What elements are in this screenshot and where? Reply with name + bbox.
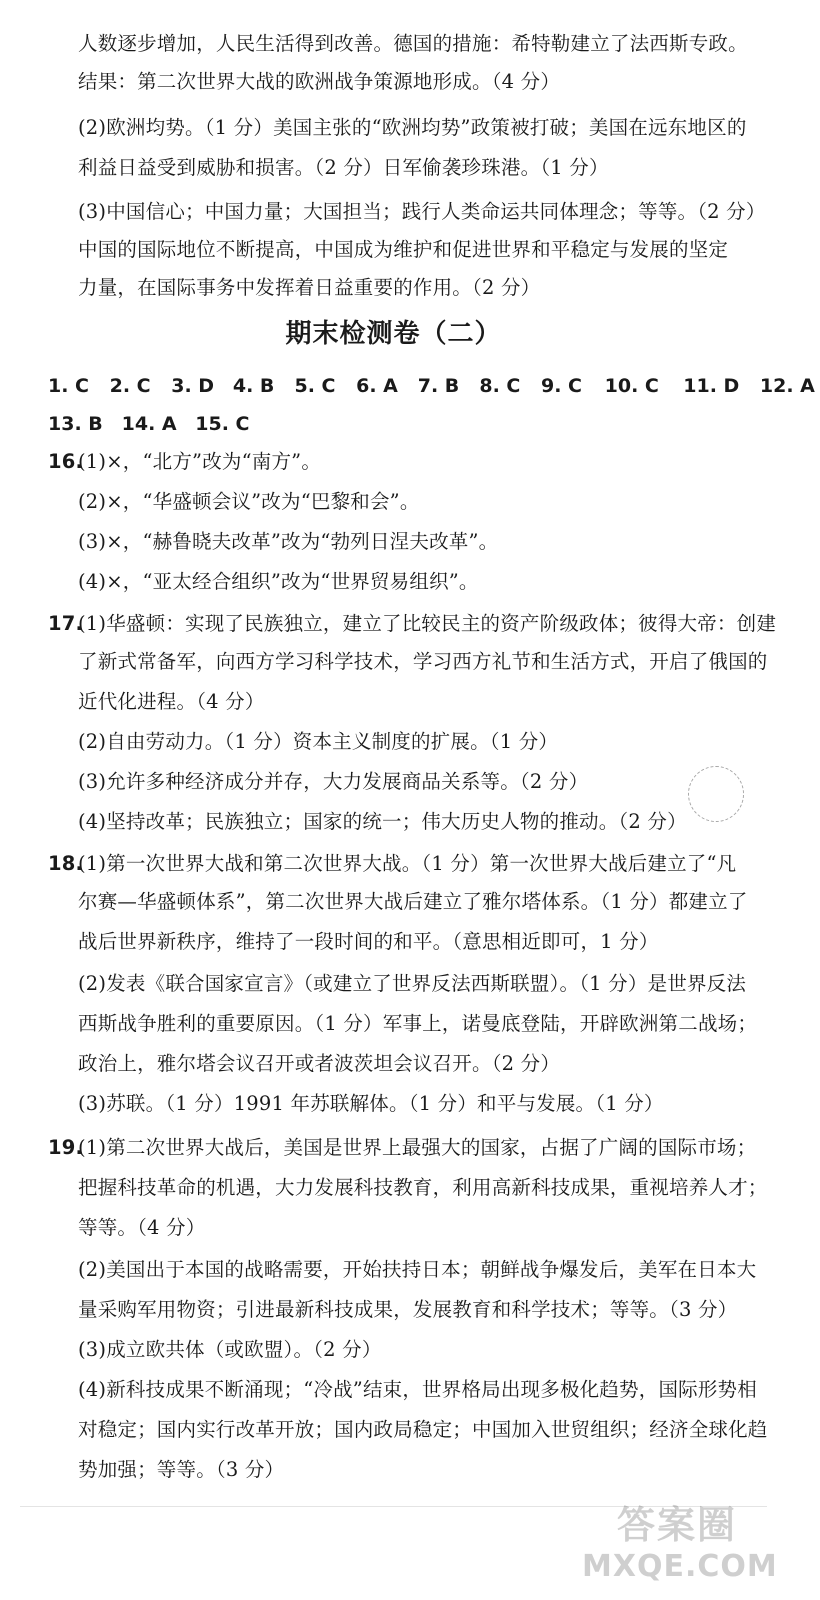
answer-item: 12. A: [759, 375, 815, 397]
question-19-number: 19.: [48, 1136, 84, 1159]
q16-line-3: (3)×，“赫鲁晓夫改革”改为“勃列日涅夫改革”。: [78, 530, 499, 553]
q18-line-2: 尔赛—华盛顿体系”，第二次世界大战后建立了雅尔塔体系。（1 分）都建立了: [78, 890, 748, 913]
q16-line-1: (1)×，“北方”改为“南方”。: [78, 450, 322, 473]
q19-line-9: 势加强；等等。（3 分）: [78, 1458, 285, 1481]
question-17-number: 17.: [48, 612, 84, 635]
answer-item: 3. D: [171, 375, 215, 397]
question-16-number: 16.: [48, 450, 84, 473]
answer-item: 8. C: [479, 375, 521, 397]
intro-line-4: 利益日益受到威胁和损害。（2 分）日军偷袭珍珠港。（1 分）: [78, 156, 609, 179]
q19-line-1: (1)第二次世界大战后，美国是世界上最强大的国家，占据了广阔的国际市场；: [78, 1136, 757, 1159]
answer-item: 15. C: [195, 413, 250, 435]
q19-line-6: (3)成立欧共体（或欧盟）。（2 分）: [78, 1338, 382, 1361]
answer-item: 10. C: [604, 375, 659, 397]
q18-line-4: (2)发表《联合国家宣言》（或建立了世界反法西斯联盟）。（1 分）是世界反法: [78, 972, 747, 995]
answer-item: 6. A: [356, 375, 398, 397]
answer-item: 1. C: [48, 375, 89, 397]
q18-line-3: 战后世界新秩序，维持了一段时间的和平。（意思相近即可，1 分）: [78, 930, 659, 953]
q17-line-6: (4)坚持改革；民族独立；国家的统一；伟大历史人物的推动。（2 分）: [78, 810, 687, 833]
choice-answers-row-2: [48, 412, 262, 436]
answer-item: 4. B: [232, 375, 275, 397]
intro-line-7: 力量，在国际事务中发挥着日益重要的作用。（2 分）: [78, 276, 541, 299]
intro-line-6: 中国的国际地位不断提高，中国成为维护和促进世界和平稳定与发展的坚定: [78, 238, 729, 261]
q19-line-3: 等等。（4 分）: [78, 1216, 206, 1239]
answer-item: 2. C: [109, 375, 151, 397]
q18-line-6: 政治上，雅尔塔会议召开或者波茨坦会议召开。（2 分）: [78, 1052, 561, 1075]
answer-item: 13. B: [48, 413, 103, 435]
intro-line-5: (3)中国信心；中国力量；大国担当；践行人类命运共同体理念；等等。（2 分）: [78, 200, 766, 223]
q17-line-2: 了新式常备军，向西方学习科学技术，学习西方礼节和生活方式，开启了俄国的: [78, 650, 768, 673]
q19-line-7: (4)新科技成果不断涌现；“冷战”结束，世界格局出现多极化趋势，国际形势相: [78, 1378, 757, 1401]
intro-line-2: 结果：第二次世界大战的欧洲战争策源地形成。（4 分）: [78, 70, 561, 93]
question-18-number: 18.: [48, 852, 84, 875]
q19-line-2: 把握科技革命的机遇，大力发展科技教育，利用高新科技成果，重视培养人才；: [78, 1176, 768, 1199]
q16-line-4: (4)×，“亚太经合组织”改为“世界贸易组织”。: [78, 570, 479, 593]
q19-line-4: (2)美国出于本国的战略需要，开始扶持日本；朝鲜战争爆发后，美军在日本大: [78, 1258, 757, 1281]
answer-item: 7. B: [417, 375, 460, 397]
answer-item: 14. A: [121, 413, 177, 435]
q17-line-1: (1)华盛顿：实现了民族独立，建立了比较民主的资产阶级政体；彼得大帝：创建: [78, 612, 777, 635]
q17-line-4: (2)自由劳动力。（1 分）资本主义制度的扩展。（1 分）: [78, 730, 559, 753]
stamp-mark: [688, 766, 744, 822]
q16-line-2: (2)×，“华盛顿会议”改为“巴黎和会”。: [78, 490, 420, 513]
intro-line-1: 人数逐步增加，人民生活得到改善。德国的措施：希特勒建立了法西斯专政。: [78, 32, 748, 55]
answer-item: 9. C: [541, 375, 582, 397]
watermark-bottom-text: MXQE.COM: [582, 1549, 778, 1584]
q18-line-7: (3)苏联。（1 分）1991 年苏联解体。（1 分）和平与发展。（1 分）: [78, 1092, 664, 1115]
section-title: 期末检测卷（二）: [285, 319, 502, 349]
q19-line-8: 对稳定；国内实行改革开放；国内政局稳定；中国加入世贸组织；经济全球化趋: [78, 1418, 768, 1441]
answer-item: 11. D: [683, 375, 740, 397]
q19-line-5: 量采购军用物资；引进最新科技成果，发展教育和科学技术；等等。（3 分）: [78, 1298, 738, 1321]
intro-line-3: (2)欧洲均势。（1 分）美国主张的“欧洲均势”政策被打破；美国在远东地区的: [78, 116, 747, 139]
watermark-top-text: 答案圈: [616, 1503, 737, 1547]
q17-line-3: 近代化进程。（4 分）: [78, 690, 265, 713]
watermark-logo: [582, 1503, 778, 1589]
answer-item: 5. C: [294, 375, 336, 397]
choice-answers-row-1: [48, 374, 820, 398]
q18-line-1: (1)第一次世界大战和第二次世界大战。（1 分）第一次世界大战后建立了“凡: [78, 852, 737, 875]
q18-line-5: 西斯战争胜利的重要原因。（1 分）军事上，诺曼底登陆，开辟欧洲第二战场；: [78, 1012, 758, 1035]
q17-line-5: (3)允许多种经济成分并存，大力发展商品关系等。（2 分）: [78, 770, 589, 793]
